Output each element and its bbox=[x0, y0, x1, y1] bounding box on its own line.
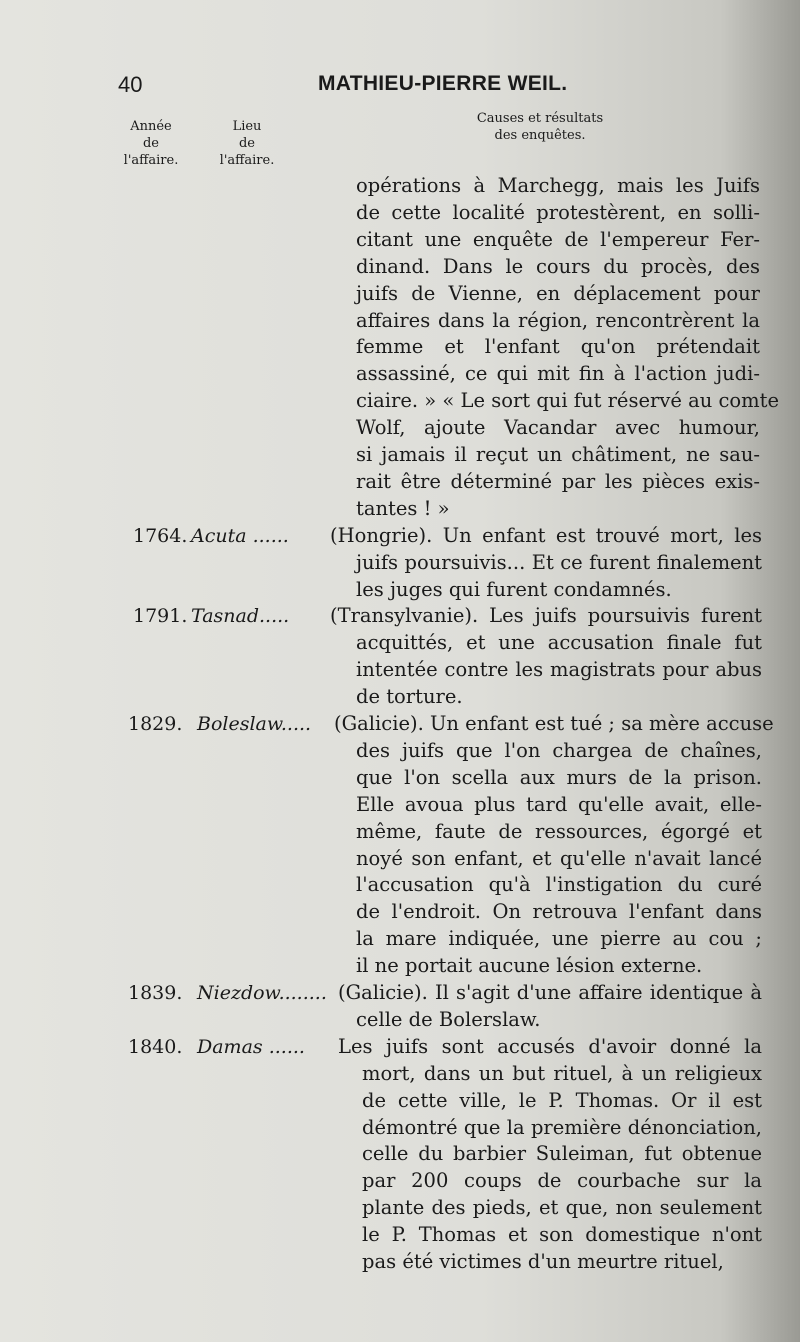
entry-line: celle du barbier Suleiman, fut obtenue bbox=[362, 1142, 762, 1166]
entry-line: de cette ville, le P. Thomas. Or il est bbox=[362, 1088, 762, 1112]
continuation-line: Wolf, ajoute Vacandar avec humour, bbox=[356, 416, 760, 440]
entry-line: par 200 coups de courbache sur la bbox=[362, 1169, 762, 1193]
running-title: MATHIEU-PIERRE WEIL. bbox=[318, 72, 568, 95]
entry-line: mort, dans un but rituel, à un religieux bbox=[362, 1061, 762, 1085]
entry-line: plante des pieds, et que, non seulement bbox=[362, 1196, 762, 1220]
continuation-line: tantes ! » bbox=[356, 496, 450, 520]
entry-line: les juges qui furent condamnés. bbox=[356, 577, 672, 601]
continuation-line: ciaire. » « Le sort qui fut réservé au comte bbox=[356, 389, 780, 413]
entry-line: de l'endroit. On retrouva l'enfant dans bbox=[356, 900, 762, 924]
entry-line: que l'on scella aux murs de la prison. bbox=[356, 765, 762, 789]
entry-place: Tasnad..... bbox=[191, 605, 290, 628]
continuation-line: de cette localité protestèrent, en solli- bbox=[356, 200, 760, 224]
entry-line: juifs poursuivis... Et ce furent finalement bbox=[356, 550, 762, 574]
continuation-line: opérations à Marchegg, mais les Juifs bbox=[356, 174, 760, 197]
entry-year: 1764. bbox=[133, 524, 188, 547]
page-number: 40 bbox=[118, 72, 143, 97]
entry-line: même, faute de ressources, égorgé et bbox=[356, 819, 762, 843]
column-header-causes: Causes et résultats des enquêtes. bbox=[476, 111, 604, 143]
entry-place: Acuta ...... bbox=[191, 524, 289, 547]
entry-line: l'accusation qu'à l'instigation du curé bbox=[356, 873, 762, 897]
entry-year: 1791. bbox=[133, 605, 188, 628]
entry-line: de torture. bbox=[356, 685, 463, 709]
entry-line: acquittés, et une accusation finale fut bbox=[356, 631, 762, 655]
entry-first-line: (Transylvanie). Les juifs poursuivis furent bbox=[330, 604, 762, 628]
entry-place: Damas ...... bbox=[197, 1035, 305, 1058]
entry-line: celle de Bolerslaw. bbox=[356, 1007, 541, 1031]
continuation-line: si jamais il reçut un châtiment, ne sau- bbox=[356, 443, 760, 466]
entry-first-line: Les juifs sont accusés d'avoir donné la bbox=[338, 1034, 762, 1058]
entry-line: démontré que la première dénonciation, bbox=[362, 1115, 762, 1139]
entry-year: 1839. bbox=[128, 982, 183, 1004]
entry-line: des juifs que l'on chargea de chaînes, bbox=[356, 738, 762, 762]
entry-year: 1840. bbox=[128, 1035, 183, 1058]
entry-line: il ne portait aucune lésion externe. bbox=[356, 954, 703, 978]
entry-line: le P. Thomas et son domestique n'ont bbox=[362, 1223, 762, 1247]
column-header-year: Année de l'affaire. bbox=[123, 119, 179, 168]
entry-first-line: (Hongrie). Un enfant est trouvé mort, les bbox=[330, 523, 762, 547]
entry-line: pas été victimes d'un meurtre rituel, bbox=[362, 1250, 724, 1273]
entry-first-line: (Galicie). Il s'agit d'une affaire identique à bbox=[338, 981, 762, 1004]
continuation-line: dinand. Dans le cours du procès, des bbox=[356, 254, 760, 278]
entry-line: noyé son enfant, et qu'elle n'avait lancé bbox=[356, 846, 762, 870]
continuation-line: juifs de Vienne, en déplacement pour bbox=[356, 281, 760, 305]
entry-place: Niezdow........ bbox=[197, 982, 327, 1004]
entry-line: intentée contre les magistrats pour abus bbox=[356, 658, 762, 682]
continuation-line: rait être déterminé par les pièces exis- bbox=[356, 469, 760, 493]
entry-line: la mare indiquée, une pierre au cou ; bbox=[356, 927, 762, 951]
continuation-line: assassiné, ce qui mit fin à l'action judi- bbox=[356, 362, 760, 386]
entry-place: Boleslaw..... bbox=[197, 713, 312, 735]
entry-first-line: (Galicie). Un enfant est tué ; sa mère accuse bbox=[334, 712, 774, 735]
entry-year: 1829. bbox=[128, 713, 183, 735]
entry-line: Elle avoua plus tard qu'elle avait, elle- bbox=[356, 792, 762, 816]
column-header-place: Lieu de l'affaire. bbox=[219, 119, 275, 168]
continuation-line: citant une enquête de l'empereur Fer- bbox=[356, 227, 760, 251]
continuation-line: femme et l'enfant qu'on prétendait bbox=[356, 335, 760, 359]
continuation-line: affaires dans la région, rencontrèrent la bbox=[356, 308, 760, 332]
